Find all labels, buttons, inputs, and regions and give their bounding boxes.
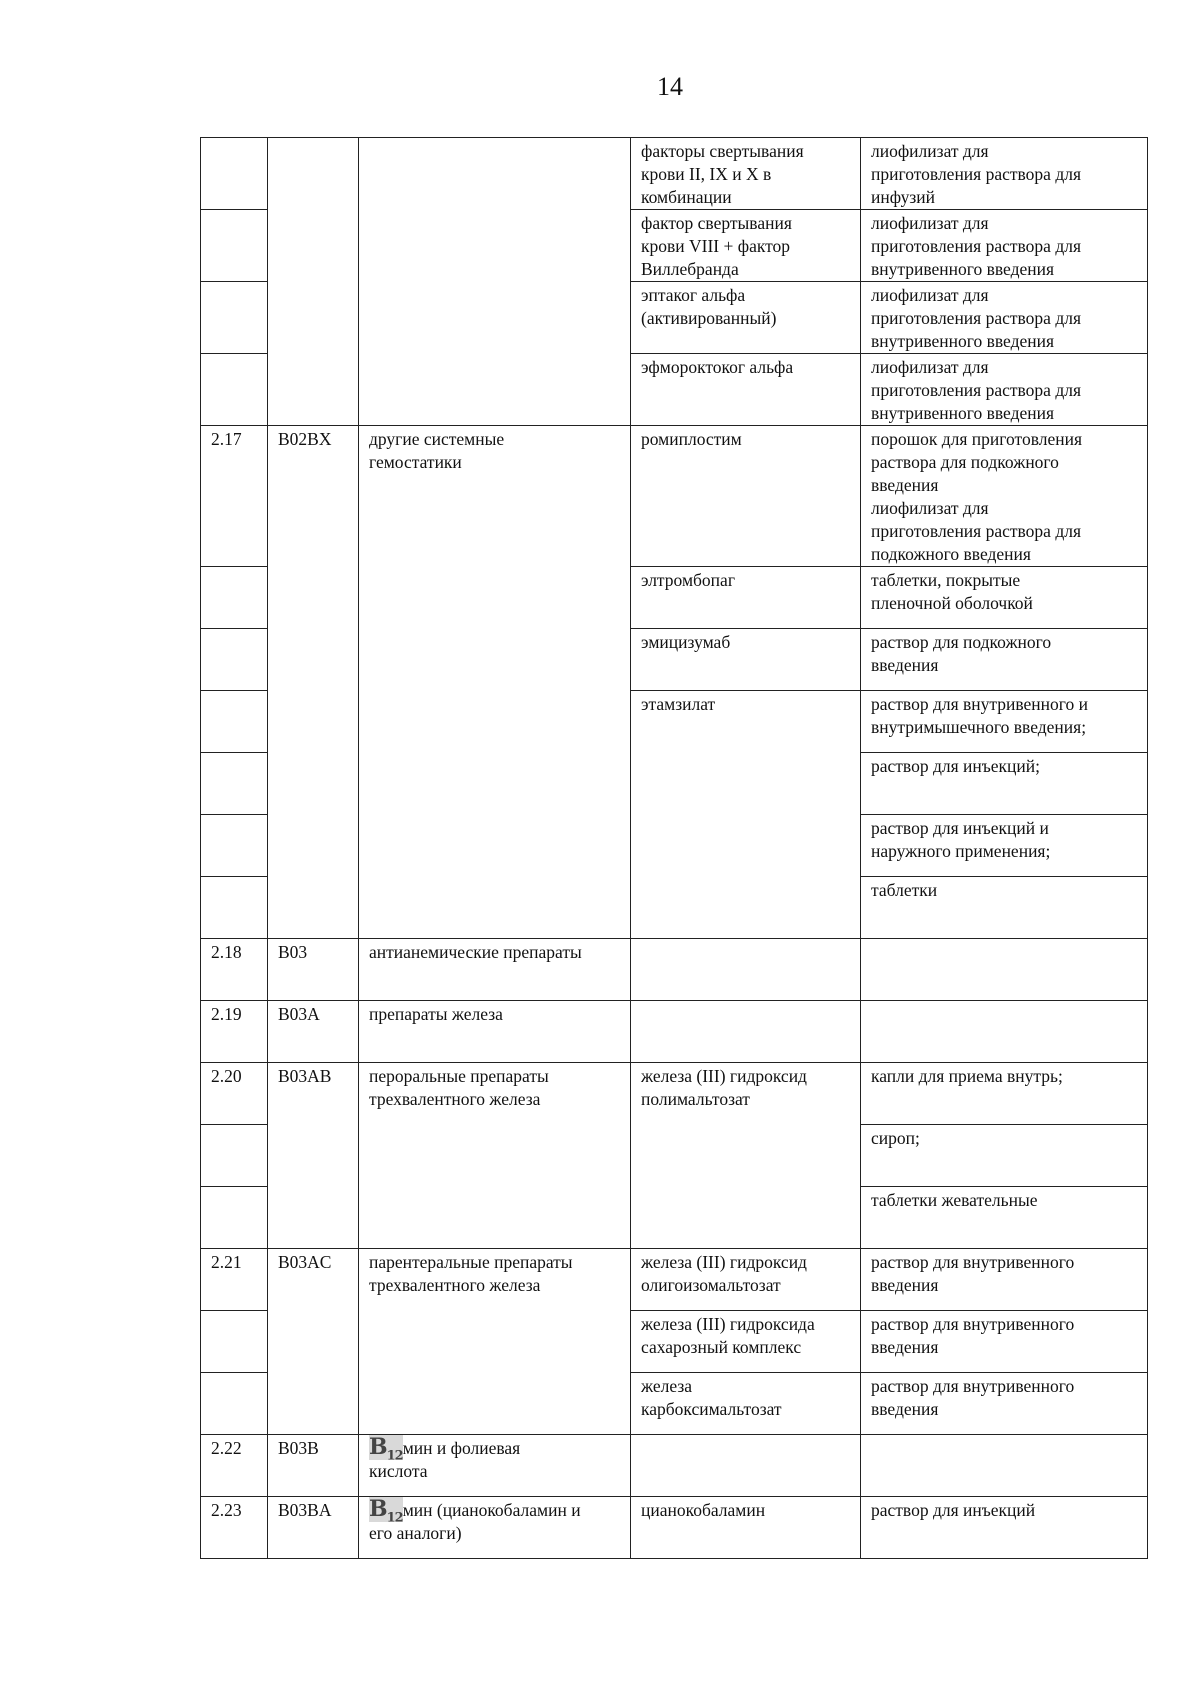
group-name-cell: [359, 1435, 631, 1497]
dosage-form-cell: лиофилизат для приготовления раствора для внутривенного введения: [861, 354, 1148, 426]
b12-subscript: 12: [386, 1448, 403, 1464]
atc-code-cell: B03AB: [268, 1063, 359, 1249]
row-number: 2.17: [201, 426, 268, 567]
group-name-text: мин и фолиевая кислота: [369, 1438, 521, 1481]
atc-code-cell: B03A: [268, 1001, 359, 1063]
page-number: 14: [657, 72, 683, 101]
dosage-form-cell: [861, 1435, 1148, 1497]
atc-code-cell: [268, 138, 359, 426]
inn-cell: железа (III) гидроксида сахарозный комплекс: [631, 1311, 861, 1373]
dosage-form-cell: лиофилизат для приготовления раствора для внутривенного введения: [861, 210, 1148, 282]
dosage-form-cell: [861, 1001, 1148, 1063]
row-number: [201, 815, 268, 877]
table-row: [201, 426, 1148, 567]
row-number: [201, 138, 268, 210]
row-number: 2.23: [201, 1497, 268, 1559]
dosage-form-cell: таблетки, покрытые пленочной оболочкой: [861, 567, 1148, 629]
inn-cell: ромиплостим: [631, 426, 861, 567]
row-number: [201, 753, 268, 815]
row-number: 2.21: [201, 1249, 268, 1311]
row-number: 2.22: [201, 1435, 268, 1497]
table-row: [201, 138, 1148, 210]
dosage-form-cell: раствор для инъекций и наружного применения;: [861, 815, 1148, 877]
row-number: [201, 1187, 268, 1249]
table-row: [201, 1497, 1148, 1559]
atc-code-cell: B03BA: [268, 1497, 359, 1559]
inn-cell: фактор свертывания крови VIII + фактор Виллебранда: [631, 210, 861, 282]
row-number: [201, 282, 268, 354]
atc-code-cell: B02BX: [268, 426, 359, 939]
dosage-form-cell: раствор для внутривенного и внутримышечного введения;: [861, 691, 1148, 753]
group-name-cell: препараты железа: [359, 1001, 631, 1063]
row-number: 2.18: [201, 939, 268, 1001]
vitamin-b12-glyph: [369, 1496, 403, 1526]
table-row: [201, 1063, 1148, 1125]
atc-code-cell: B03: [268, 939, 359, 1001]
dosage-form-cell: раствор для внутривенного введения: [861, 1249, 1148, 1311]
inn-cell: железа (III) гидроксид олигоизомальтозат: [631, 1249, 861, 1311]
inn-cell: эптаког альфа (активированный): [631, 282, 861, 354]
inn-cell: [631, 1001, 861, 1063]
dosage-form-cell: [861, 939, 1148, 1001]
row-number: [201, 691, 268, 753]
inn-cell: цианокобаламин: [631, 1497, 861, 1559]
group-name-cell: [359, 1497, 631, 1559]
drug-table: [200, 137, 1148, 1559]
row-number: [201, 1125, 268, 1187]
dosage-form-cell: раствор для внутривенного введения: [861, 1373, 1148, 1435]
dosage-form-cell: раствор для подкожного введения: [861, 629, 1148, 691]
row-number: 2.20: [201, 1063, 268, 1125]
table-row: [201, 939, 1148, 1001]
dosage-form-cell: лиофилизат для приготовления раствора для инфузий: [861, 138, 1148, 210]
row-number: [201, 354, 268, 426]
inn-cell: эмицизумаб: [631, 629, 861, 691]
group-name-text: мин (цианокобаламин и его аналоги): [369, 1500, 581, 1543]
inn-cell: железа (III) гидроксид полимальтозат: [631, 1063, 861, 1249]
atc-code-cell: B03AC: [268, 1249, 359, 1435]
dosage-form-cell: порошок для приготовления раствора для подкожного введения лиофилизат для приготовления раствора для подкожного введения: [861, 426, 1148, 567]
dosage-form-cell: сироп;: [861, 1125, 1148, 1187]
dosage-form-cell: раствор для инъекций;: [861, 753, 1148, 815]
inn-cell: [631, 1435, 861, 1497]
b12-subscript: 12: [386, 1510, 403, 1526]
b12-letter: B: [369, 1434, 387, 1460]
dosage-form-cell: капли для приема внутрь;: [861, 1063, 1148, 1125]
inn-cell: эфмороктоког альфа: [631, 354, 861, 426]
row-number: [201, 1311, 268, 1373]
inn-cell: [631, 939, 861, 1001]
dosage-form-cell: таблетки: [861, 877, 1148, 939]
row-number: [201, 210, 268, 282]
dosage-form-cell: лиофилизат для приготовления раствора для внутривенного введения: [861, 282, 1148, 354]
table-row: [201, 1249, 1148, 1311]
table-row: [201, 1435, 1148, 1497]
group-name-cell: парентеральные препараты трехвалентного железа: [359, 1249, 631, 1435]
b12-letter: B: [369, 1496, 387, 1522]
inn-cell: этамзилат: [631, 691, 861, 939]
row-number: [201, 567, 268, 629]
row-number: [201, 877, 268, 939]
inn-cell: факторы свертывания крови II, IX и X в комбинации: [631, 138, 861, 210]
dosage-form-cell: раствор для инъекций: [861, 1497, 1148, 1559]
row-number: 2.19: [201, 1001, 268, 1063]
group-name-cell: другие системные гемостатики: [359, 426, 631, 939]
group-name-cell: [359, 138, 631, 426]
inn-cell: элтромбопаг: [631, 567, 861, 629]
group-name-cell: пероральные препараты трехвалентного железа: [359, 1063, 631, 1249]
row-number: [201, 629, 268, 691]
table-row: [201, 1001, 1148, 1063]
row-number: [201, 1373, 268, 1435]
inn-cell: железа карбоксимальтозат: [631, 1373, 861, 1435]
atc-code-cell: B03B: [268, 1435, 359, 1497]
vitamin-b12-glyph: [369, 1434, 403, 1464]
dosage-form-cell: раствор для внутривенного введения: [861, 1311, 1148, 1373]
dosage-form-cell: таблетки жевательные: [861, 1187, 1148, 1249]
group-name-cell: антианемические препараты: [359, 939, 631, 1001]
